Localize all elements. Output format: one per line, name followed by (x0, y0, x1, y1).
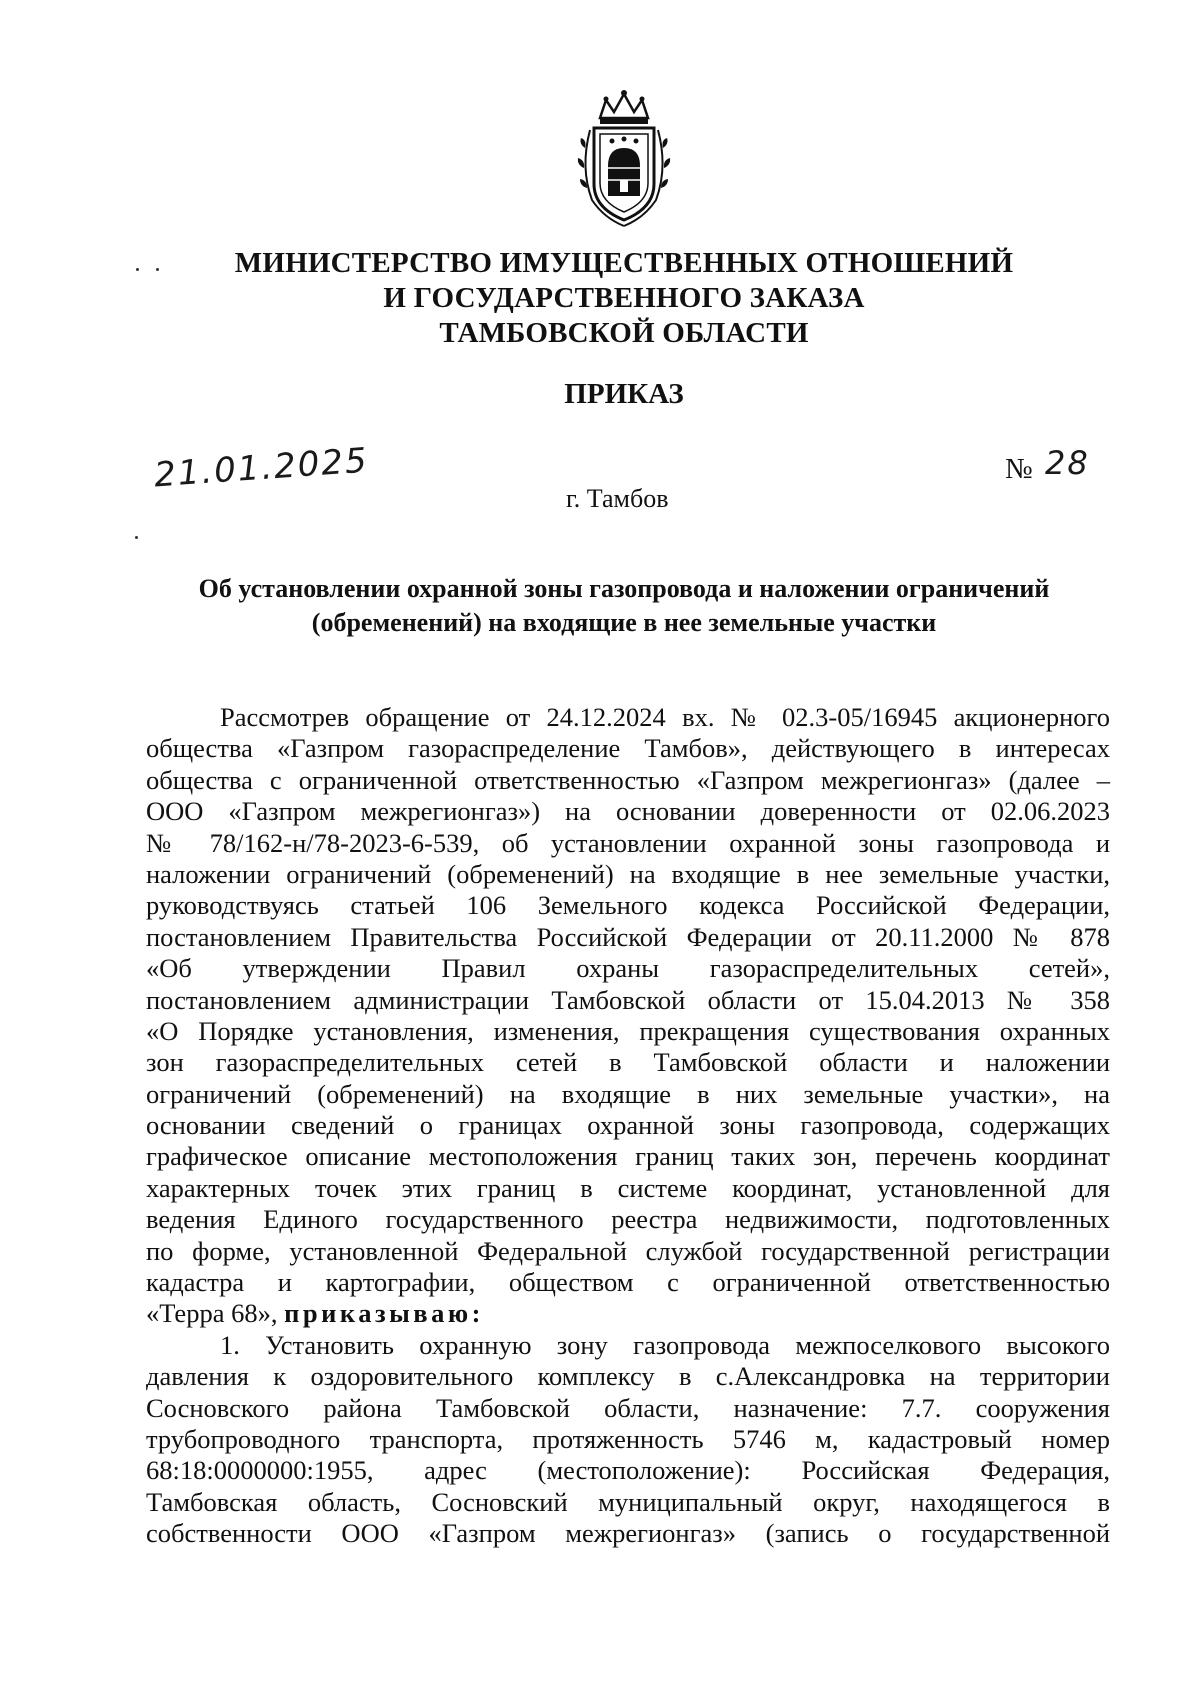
body-line: кадастра и картографии, обществом с ограниченной ответственностью (146, 1267, 1110, 1298)
body-line: основании сведений о границах охранной зоны газопровода, содержащих (146, 1110, 1110, 1141)
subject-line: Об установлении охранной зоны газопровода и наложении ограничений (198, 574, 1050, 603)
body-line: характерных точек этих границ в системе координат, установленной для (146, 1172, 1110, 1203)
body-line: постановлением администрации Тамбовской области от 15.04.2013 № 358 (146, 984, 1110, 1015)
item-line: Сосновского района Тамбовской области, назначение: 7.7. сооружения (146, 1392, 1110, 1423)
body-line: «Об утверждении Правил охраны газораспределительных сетей», (146, 953, 1110, 984)
handwritten-date: 21.01.2025 (152, 440, 370, 496)
body-line: ООО «Газпром межрегионгаз») на основании доверенности от 02.06.2023 (146, 796, 1110, 827)
subject-line: (обременений) на входящие в нее земельные участки (311, 608, 937, 637)
ministry-line: ТАМБОВСКОЙ ОБЛАСТИ (439, 317, 809, 349)
number-label: № (1005, 453, 1033, 485)
item-line: трубопроводного транспорта, протяженность 5746 м, кадастровый номер (146, 1423, 1110, 1454)
body-line: № 78/162-н/78-2023-6-539, об установлении охранной зоны газопровода и (146, 827, 1110, 858)
item-line: 68:18:0000000:1955, адрес (местоположение): Российская Федерация, (146, 1455, 1110, 1486)
ministry-name (0, 246, 1200, 351)
scan-speck (156, 268, 159, 271)
body-line: по форме, установленной Федеральной службой государственной регистрации (146, 1235, 1110, 1266)
body-line: Рассмотрев обращение от 24.12.2024 вх. № 02.3-05/16945 акционерного (220, 702, 1110, 732)
body-line: руководствуясь статьей 106 Земельного кодекса Российской Федерации, (146, 890, 1110, 921)
city: г. Тамбов (566, 484, 669, 513)
body-line-order (146, 1298, 1110, 1329)
item-line: Тамбовская область, Сосновский муниципальный округ, находящегося в (146, 1486, 1110, 1517)
handwritten-number: 28 (1045, 444, 1090, 482)
body-line: «О Порядке установления, изменения, прекращения существования охранных (146, 1015, 1110, 1046)
scan-speck (136, 268, 139, 271)
body-line: ведения Единого государственного реестра недвижимости, подготовленных (146, 1204, 1110, 1235)
tambov-coat-of-arms-icon (570, 88, 678, 228)
ministry-line: МИНИСТЕРСТВО ИМУЩЕСТВЕННЫХ ОТНОШЕНИЙ (234, 247, 1014, 279)
order-prefix: «Терра 68», (146, 1298, 285, 1329)
body-line: общества с ограниченной ответственностью «Газпром межрегионгаз» (далее – (146, 764, 1110, 795)
body-line: зон газораспределительных сетей в Тамбовской области и наложении (146, 1047, 1110, 1078)
document-subject (0, 572, 1200, 640)
item-line: собственности ООО «Газпром межрегионгаз» (запись о государственной (146, 1518, 1110, 1549)
document-body (146, 702, 1110, 1550)
ministry-line: И ГОСУДАРСТВЕННОГО ЗАКАЗА (383, 282, 865, 314)
item-line: давления к оздоровительного комплексу в с.Александровка на территории (146, 1361, 1110, 1392)
body-line: постановлением Правительства Российской Федерации от 20.11.2000 № 878 (146, 921, 1110, 952)
document-type: ПРИКАЗ (564, 378, 684, 410)
body-line: общества «Газпром газораспределение Тамбов», действующего в интересах (146, 733, 1110, 764)
body-line: графическое описание местоположения границ таких зон, перечень координат (146, 1141, 1110, 1172)
body-line: ограничений (обременений) на входящие в них земельные участки», на (146, 1078, 1110, 1109)
body-line: наложении ограничений (обременений) на входящие в нее земельные участки, (146, 858, 1110, 889)
item-line: 1. Установить охранную зону газопровода межпоселкового высокого (220, 1329, 1110, 1360)
scan-speck (135, 536, 138, 539)
order-word: приказываю: (284, 1298, 484, 1329)
